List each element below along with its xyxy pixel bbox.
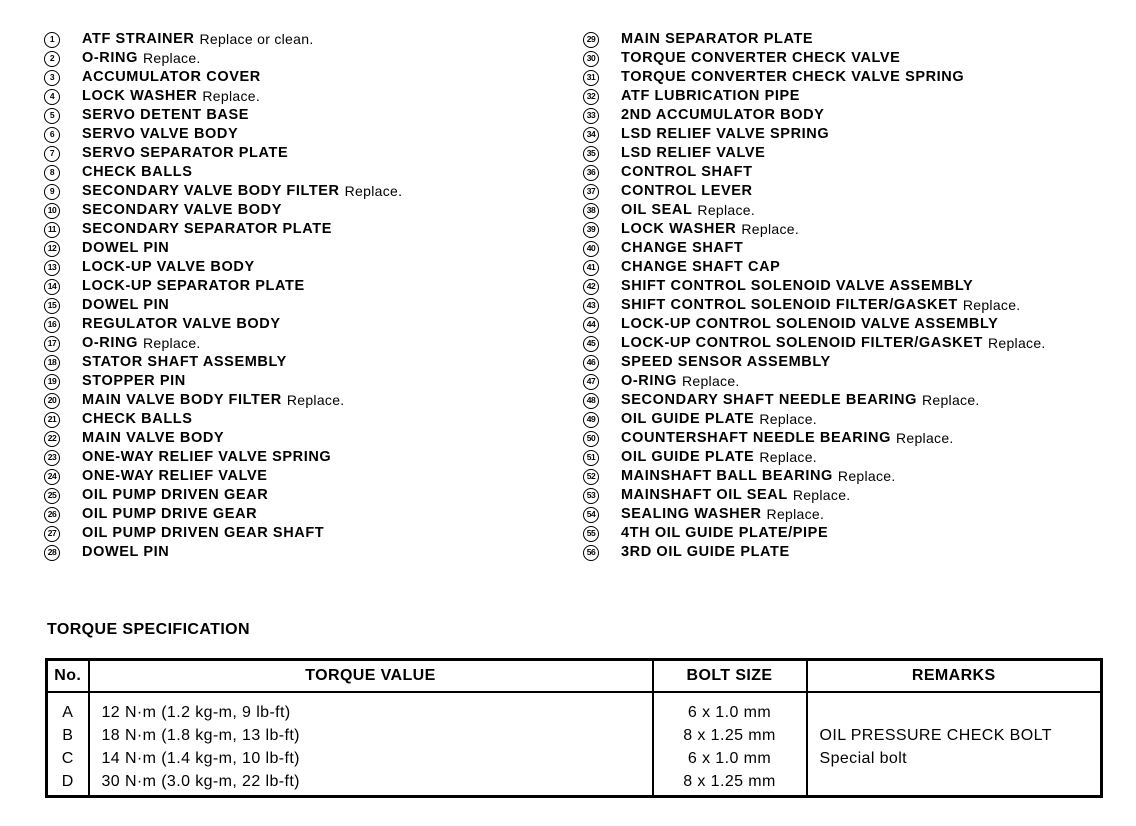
part-number-badge: 45 [583, 336, 599, 352]
bolt-size: 8 x 1.25 mm [683, 773, 776, 790]
no-column [47, 692, 89, 797]
torque-value: 18 N·m (1.8 kg-m, 13 lb-ft) [101, 727, 300, 744]
part-name: SERVO SEPARATOR PLATE [82, 145, 289, 161]
header-bolt-size: BOLT SIZE [653, 660, 807, 693]
part-number-badge: 31 [583, 70, 599, 86]
part-number-badge: 21 [44, 412, 60, 428]
part-number-badge: 46 [583, 355, 599, 371]
remark-text: Special bolt [819, 750, 908, 767]
part-number-badge: 52 [583, 469, 599, 485]
part-list-item [583, 391, 1123, 410]
part-number-badge: 20 [44, 393, 60, 409]
part-list-item [44, 467, 564, 486]
part-name: LOCK-UP CONTROL SOLENOID FILTER/GASKET [621, 335, 983, 351]
part-number-badge: 30 [583, 51, 599, 67]
part-number-badge: 7 [44, 146, 60, 162]
part-number-badge: 17 [44, 336, 60, 352]
bolt-size: 6 x 1.0 mm [687, 704, 772, 721]
row-no: C [61, 750, 74, 767]
part-list-item [44, 353, 564, 372]
part-name: SECONDARY VALVE BODY FILTER [82, 183, 340, 199]
header-remarks: REMARKS [807, 660, 1102, 693]
part-number-badge: 26 [44, 507, 60, 523]
part-number-badge: 16 [44, 317, 60, 333]
part-list-item [583, 277, 1123, 296]
part-number-badge: 41 [583, 260, 599, 276]
part-name: MAIN VALVE BODY FILTER [82, 392, 282, 408]
part-list-item [44, 410, 564, 429]
header-no: No. [47, 660, 89, 693]
part-list-item [44, 87, 564, 106]
part-number-badge: 18 [44, 355, 60, 371]
part-note: Replace. [766, 506, 825, 522]
part-list-item [44, 258, 564, 277]
part-name: CHECK BALLS [82, 411, 193, 427]
part-name: O-RING [82, 50, 138, 66]
part-name: OIL GUIDE PLATE [621, 411, 755, 427]
part-number-badge: 51 [583, 450, 599, 466]
torque-value-column [89, 692, 653, 797]
part-list-item [583, 486, 1123, 505]
part-number-badge: 38 [583, 203, 599, 219]
part-list-item [44, 220, 564, 239]
part-name: ATF STRAINER [82, 31, 195, 47]
part-number-badge: 12 [44, 241, 60, 257]
part-list-item [583, 144, 1123, 163]
part-list-item [583, 410, 1123, 429]
part-number-badge: 33 [583, 108, 599, 124]
part-list-item [583, 505, 1123, 524]
part-list-item [583, 467, 1123, 486]
part-name: LSD RELIEF VALVE [621, 145, 766, 161]
part-list-item [44, 49, 564, 68]
bolt-size-column [653, 692, 807, 797]
part-list-item [44, 125, 564, 144]
part-name: TORQUE CONVERTER CHECK VALVE [621, 50, 901, 66]
part-list-item [44, 486, 564, 505]
part-note: Replace. [962, 297, 1021, 313]
part-note: Replace. [759, 411, 817, 427]
part-list-item [44, 296, 564, 315]
part-name: O-RING [82, 335, 138, 351]
part-list-item [583, 429, 1123, 448]
part-number-badge: 42 [583, 279, 599, 295]
part-note: Replace. [142, 335, 201, 351]
part-number-badge: 40 [583, 241, 599, 257]
part-list-item [583, 220, 1123, 239]
part-list-item [44, 372, 564, 391]
part-list-item [583, 353, 1123, 372]
part-number-badge: 6 [44, 127, 60, 143]
part-number-badge: 29 [583, 32, 599, 48]
part-number-badge: 37 [583, 184, 599, 200]
part-list-item [44, 201, 564, 220]
part-name: CHANGE SHAFT CAP [621, 259, 781, 275]
parts-list-left [44, 30, 564, 562]
part-list-item [583, 106, 1123, 125]
bolt-size: 8 x 1.25 mm [683, 727, 776, 744]
part-number-badge: 44 [583, 317, 599, 333]
part-number-badge: 5 [44, 108, 60, 124]
part-name: ONE-WAY RELIEF VALVE SPRING [82, 449, 332, 465]
part-number-badge: 47 [583, 374, 599, 390]
part-note: Replace. [697, 202, 756, 218]
part-name: STOPPER PIN [82, 373, 186, 389]
part-name: DOWEL PIN [82, 297, 170, 313]
part-name: CHANGE SHAFT [621, 240, 744, 256]
part-note: Replace. [895, 430, 954, 446]
part-number-badge: 49 [583, 412, 599, 428]
part-number-badge: 39 [583, 222, 599, 238]
part-name: DOWEL PIN [82, 240, 170, 256]
part-name: SHIFT CONTROL SOLENOID FILTER/GASKET [621, 297, 958, 313]
part-name: 2ND ACCUMULATOR BODY [621, 107, 825, 123]
part-name: 4TH OIL GUIDE PLATE/PIPE [621, 525, 829, 541]
part-name: OIL GUIDE PLATE [621, 449, 755, 465]
part-number-badge: 34 [583, 127, 599, 143]
part-list-item [583, 543, 1123, 562]
part-note: Replace. [921, 392, 980, 408]
part-list-item [583, 49, 1123, 68]
part-note: Replace. [344, 183, 403, 199]
part-name: LOCK-UP CONTROL SOLENOID VALVE ASSEMBLY [621, 316, 999, 332]
part-name: MAIN SEPARATOR PLATE [621, 31, 814, 47]
part-number-badge: 50 [583, 431, 599, 447]
part-list-item [583, 87, 1123, 106]
part-name: MAIN VALVE BODY [82, 430, 225, 446]
part-list-item [44, 239, 564, 258]
row-no: B [62, 727, 74, 744]
bolt-size: 6 x 1.0 mm [687, 750, 772, 767]
part-number-badge: 8 [44, 165, 60, 181]
part-name: DOWEL PIN [82, 544, 170, 560]
part-note: Replace. [987, 335, 1046, 351]
part-list-item [583, 68, 1123, 87]
part-number-badge: 23 [44, 450, 60, 466]
part-list-item [583, 296, 1123, 315]
part-list-item [583, 30, 1123, 49]
part-name: SEALING WASHER [621, 506, 762, 522]
part-name: MAINSHAFT BALL BEARING [621, 468, 833, 484]
part-list-item [44, 30, 564, 49]
part-list-item [44, 277, 564, 296]
part-name: CONTROL LEVER [621, 183, 753, 199]
parts-list-right [583, 30, 1123, 562]
part-name: ONE-WAY RELIEF VALVE [82, 468, 268, 484]
remark-text: OIL PRESSURE CHECK BOLT [819, 727, 1052, 744]
row-no: A [62, 704, 74, 721]
part-list-item [44, 543, 564, 562]
part-list-item [583, 315, 1123, 334]
part-list-item [44, 524, 564, 543]
part-list-item [583, 182, 1123, 201]
part-list-item [583, 372, 1123, 391]
part-name: SECONDARY SHAFT NEEDLE BEARING [621, 392, 917, 408]
part-list-item [44, 163, 564, 182]
part-number-badge: 15 [44, 298, 60, 314]
part-name: OIL PUMP DRIVEN GEAR [82, 487, 269, 503]
part-note: Replace. [741, 221, 800, 237]
part-number-badge: 9 [44, 184, 60, 200]
part-number-badge: 3 [44, 70, 60, 86]
row-no: D [61, 773, 74, 790]
part-list-item [44, 106, 564, 125]
part-list-item [583, 163, 1123, 182]
part-number-badge: 28 [44, 545, 60, 561]
part-name: REGULATOR VALVE BODY [82, 316, 281, 332]
part-number-badge: 35 [583, 146, 599, 162]
part-number-badge: 48 [583, 393, 599, 409]
part-number-badge: 22 [44, 431, 60, 447]
part-list-item [583, 201, 1123, 220]
part-name: TORQUE CONVERTER CHECK VALVE SPRING [621, 69, 965, 85]
part-number-badge: 56 [583, 545, 599, 561]
part-number-badge: 14 [44, 279, 60, 295]
part-number-badge: 27 [44, 526, 60, 542]
torque-value: 30 N·m (3.0 kg-m, 22 lb-ft) [101, 773, 300, 790]
part-note: Replace or clean. [199, 31, 314, 47]
part-list-item [44, 68, 564, 87]
part-list-item [44, 334, 564, 353]
part-note: Replace. [837, 468, 896, 484]
part-number-badge: 53 [583, 488, 599, 504]
torque-spec-table [45, 658, 1103, 798]
part-list-item [583, 334, 1123, 353]
header-torque-value: TORQUE VALUE [89, 660, 653, 693]
table-body-row [47, 692, 1102, 797]
part-number-badge: 43 [583, 298, 599, 314]
part-list-item [583, 258, 1123, 277]
part-list-item [44, 391, 564, 410]
part-name: SPEED SENSOR ASSEMBLY [621, 354, 831, 370]
part-name: ACCUMULATOR COVER [82, 69, 261, 85]
part-list-item [44, 448, 564, 467]
part-note: Replace. [286, 392, 345, 408]
part-name: SECONDARY VALVE BODY [82, 202, 282, 218]
part-note: Replace. [202, 88, 261, 104]
part-list-item [583, 524, 1123, 543]
part-name: LSD RELIEF VALVE SPRING [621, 126, 830, 142]
part-number-badge: 36 [583, 165, 599, 181]
part-number-badge: 24 [44, 469, 60, 485]
part-note: Replace. [142, 50, 201, 66]
part-list-item [44, 429, 564, 448]
torque-spec-title: TORQUE SPECIFICATION [47, 621, 250, 638]
part-list-item [44, 182, 564, 201]
part-name: SHIFT CONTROL SOLENOID VALVE ASSEMBLY [621, 278, 974, 294]
part-number-badge: 55 [583, 526, 599, 542]
torque-value: 12 N·m (1.2 kg-m, 9 lb-ft) [101, 704, 291, 721]
part-name: ATF LUBRICATION PIPE [621, 88, 801, 104]
part-number-badge: 11 [44, 222, 60, 238]
part-name: COUNTERSHAFT NEEDLE BEARING [621, 430, 891, 446]
part-note: Replace. [792, 487, 851, 503]
part-name: OIL SEAL [621, 202, 693, 218]
part-number-badge: 19 [44, 374, 60, 390]
remarks-column [807, 692, 1102, 797]
part-name: LOCK-UP SEPARATOR PLATE [82, 278, 305, 294]
part-list-item [44, 144, 564, 163]
part-number-badge: 25 [44, 488, 60, 504]
part-number-badge: 54 [583, 507, 599, 523]
part-name: OIL PUMP DRIVE GEAR [82, 506, 258, 522]
part-name: SERVO DETENT BASE [82, 107, 250, 123]
part-number-badge: 4 [44, 89, 60, 105]
part-name: SECONDARY SEPARATOR PLATE [82, 221, 332, 237]
part-note: Replace. [759, 449, 817, 465]
part-name: LOCK WASHER [82, 88, 198, 104]
part-name: MAINSHAFT OIL SEAL [621, 487, 788, 503]
part-name: LOCK WASHER [621, 221, 737, 237]
part-name: LOCK-UP VALVE BODY [82, 259, 255, 275]
part-list-item [44, 315, 564, 334]
part-list-item [583, 239, 1123, 258]
torque-value: 14 N·m (1.4 kg-m, 10 lb-ft) [101, 750, 300, 767]
part-list-item [583, 448, 1123, 467]
part-number-badge: 2 [44, 51, 60, 67]
part-number-badge: 1 [44, 32, 60, 48]
part-name: 3RD OIL GUIDE PLATE [621, 544, 790, 560]
part-name: OIL PUMP DRIVEN GEAR SHAFT [82, 525, 325, 541]
part-name: CONTROL SHAFT [621, 164, 753, 180]
part-number-badge: 32 [583, 89, 599, 105]
part-number-badge: 10 [44, 203, 60, 219]
part-list-item [583, 125, 1123, 144]
part-list-item [44, 505, 564, 524]
part-name: CHECK BALLS [82, 164, 193, 180]
part-name: SERVO VALVE BODY [82, 126, 239, 142]
table-header-row [47, 660, 1102, 693]
part-number-badge: 13 [44, 260, 60, 276]
part-name: STATOR SHAFT ASSEMBLY [82, 354, 287, 370]
part-name: O-RING [621, 373, 677, 389]
part-note: Replace. [681, 373, 740, 389]
